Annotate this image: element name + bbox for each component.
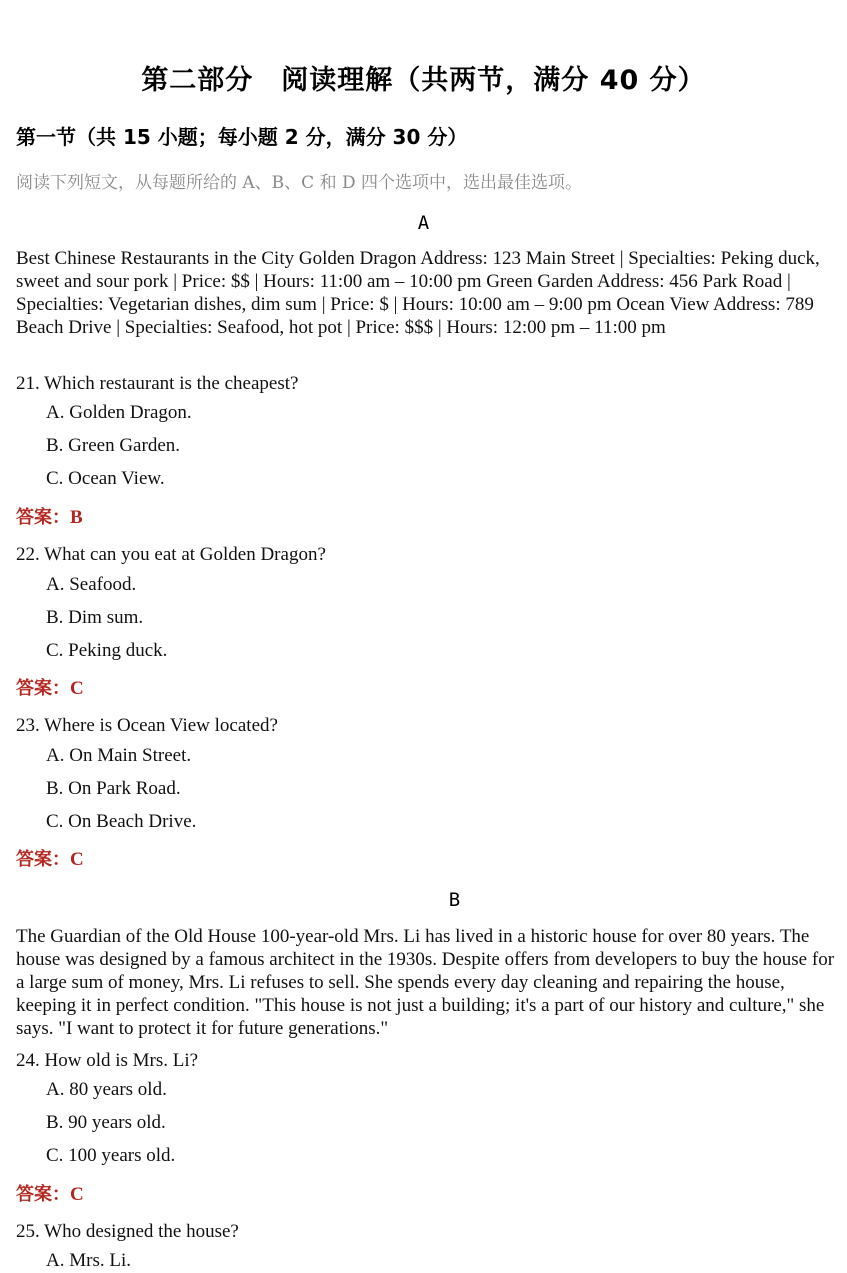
question-23-option-b: B. On Park Road.	[46, 778, 181, 799]
question-23: 23. Where is Ocean View located?	[16, 715, 278, 736]
section-heading: 第一节（共 15 小题；每小题 2 分，满分 30 分）	[16, 125, 468, 149]
question-24: 24. How old is Mrs. Li?	[16, 1050, 199, 1071]
answer-24	[16, 1180, 84, 1206]
question-22-option-b: B. Dim sum.	[46, 607, 144, 628]
answer-label: 答案：	[16, 507, 70, 528]
passage-a: Best Chinese Restaurants in the City Golden Dragon Address: 123 Main Street | Specialties: Peking duck, sweet and sour pork | Price: $$ | Hours: 11:00 am – 10:00 pm Green Garden Address: 456 Park Road | Specialties: Vegetarian dishes, dim sum | Price: $ | Hours: 10:00 am – 9:00 pm Ocean View Address: 789 Beach Drive | Specialties: Seafood, hot pot | Price: $$$ | Hours: 12:00 pm – 11:00 pm	[16, 248, 820, 338]
answer-value: C	[70, 1184, 84, 1205]
question-22: 22. What can you eat at Golden Dragon?	[16, 544, 326, 565]
question-23-option-c: C. On Beach Drive.	[46, 811, 197, 832]
question-21-option-c: C. Ocean View.	[46, 468, 165, 489]
question-24-option-a: A. 80 years old.	[46, 1079, 167, 1100]
answer-label: 答案：	[16, 678, 70, 699]
answer-22	[16, 674, 84, 700]
answer-value: C	[70, 678, 84, 699]
question-25: 25. Who designed the house?	[16, 1221, 239, 1242]
question-24-option-b: B. 90 years old.	[46, 1112, 166, 1133]
question-22-option-a: A. Seafood.	[46, 574, 137, 595]
part-b-letter: B	[448, 889, 461, 911]
question-21-option-a: A. Golden Dragon.	[46, 402, 192, 423]
answer-value: C	[70, 849, 84, 870]
question-23-option-a: A. On Main Street.	[46, 745, 192, 766]
question-21: 21. Which restaurant is the cheapest?	[16, 373, 299, 394]
question-24-option-c: C. 100 years old.	[46, 1145, 176, 1166]
section-instructions: 阅读下列短文，从每题所给的 A、B、C 和 D 四个选项中，选出最佳选项。	[16, 173, 583, 193]
answer-23	[16, 845, 84, 871]
passage-b: The Guardian of the Old House 100-year-old Mrs. Li has lived in a historic house for over 80 years. The house was designed by a famous architect in the 1930s. Despite offers from developers to buy the house for a large sum of money, Mrs. Li refuses to sell. She spends every day cleaning and repairing the house, keeping it in perfect condition. "This house is not just a building; it's a part of our history and culture," she says. "I want to protect it for future generations."	[16, 926, 835, 1039]
answer-label: 答案：	[16, 849, 70, 870]
question-25-option-a: A. Mrs. Li.	[46, 1250, 131, 1271]
answer-value: B	[70, 507, 83, 528]
page-title: 第二部分 阅读理解（共两节，满分 40 分）	[141, 65, 706, 96]
answer-label: 答案：	[16, 1184, 70, 1205]
answer-21	[16, 503, 83, 529]
part-a-letter: A	[417, 212, 430, 234]
question-22-option-c: C. Peking duck.	[46, 640, 168, 661]
question-21-option-b: B. Green Garden.	[46, 435, 181, 456]
